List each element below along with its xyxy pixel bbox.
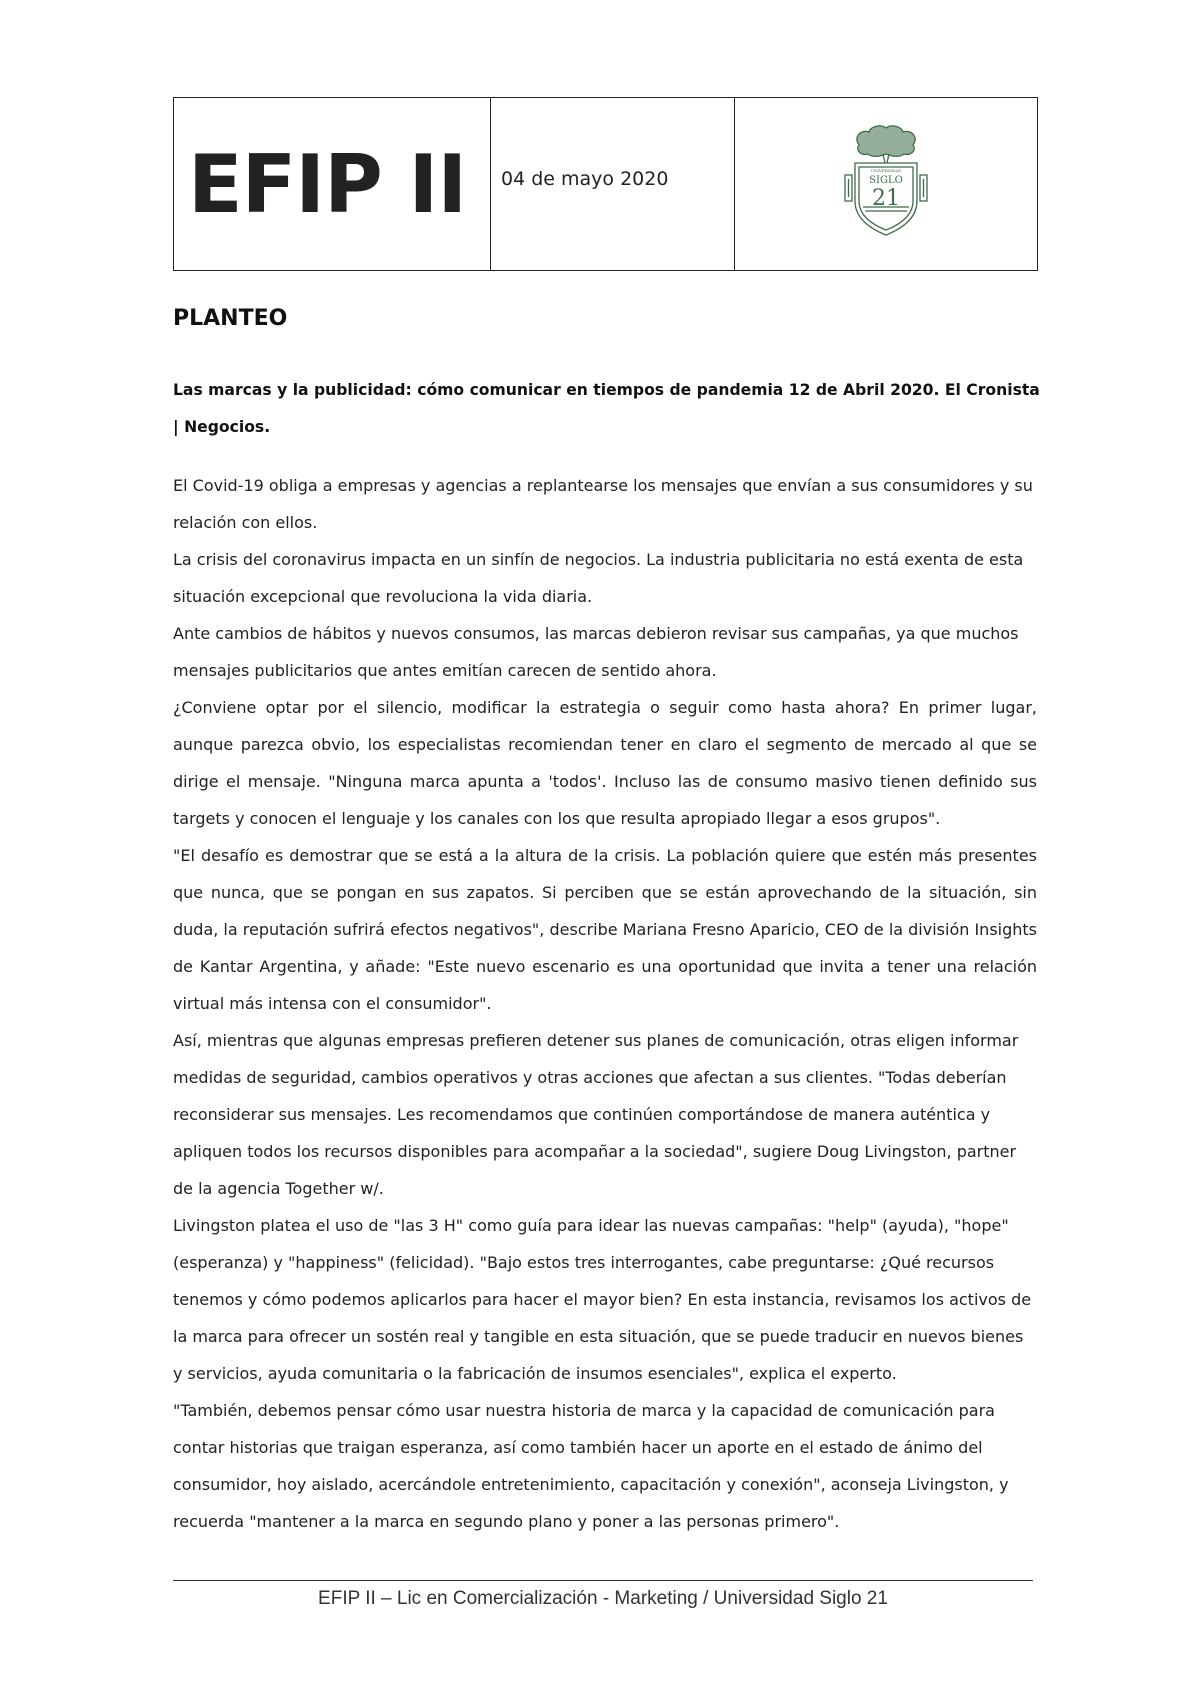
article-body — [173, 467, 1037, 1540]
document-date: 04 de mayo 2020 — [501, 168, 669, 190]
paragraph: Así, mientras que algunas empresas prefieren detener sus planes de comunicación, otras eligen informar medidas de seguridad, cambios operativos y otras acciones que afectan a sus clientes. "Todas deberían reconsiderar sus mensajes. Les recomendamos que continúen comportándose de manera auténtica y apliquen todos los recursos disponibles para acompañar a la sociedad", sugiere Doug Livingston, partner de la agencia Together w/. — [173, 1031, 1019, 1198]
article-title: Las marcas y la publicidad: cómo comunicar en tiempos de pandemia 12 de Abril 2020. El Cronista | Negocios. — [173, 381, 1040, 436]
paragraph: El Covid-19 obliga a empresas y agencias a replantearse los mensajes que envían a sus consumidores y su relación con ellos. — [173, 476, 1033, 532]
logo-number: 21 — [872, 186, 900, 211]
header-table — [173, 97, 1038, 271]
paragraph: "El desafío es demostrar que se está a la altura de la crisis. La población quiere que estén más presentes que nunca, que se pongan en sus zapatos. Si perciben que se están aprovechando de la situación, sin duda, la reputación sufrirá efectos negativos", describe Mariana Fresno Aparicio, CEO de la división Insights de Kantar Argentina, y añade: "Este nuevo escenario es una oportunidad que invita a tener una relación virtual más intensa con el consumidor". — [173, 846, 1038, 1013]
header-title-cell — [174, 98, 491, 270]
logo-name: SIGLO — [869, 175, 903, 186]
header-date-cell — [491, 98, 735, 270]
paragraph: La crisis del coronavirus impacta en un sinfín de negocios. La industria publicitaria no está exenta de esta situación excepcional que revoluciona la vida diaria. — [173, 550, 1024, 606]
section-heading: PLANTEO — [173, 306, 288, 331]
header-logo-cell — [735, 98, 1037, 270]
page-footer: EFIP II – Lic en Comercialización - Marketing / Universidad Siglo 21 — [318, 1588, 888, 1609]
paragraph: Livingston platea el uso de "las 3 H" como guía para idear las nuevas campañas: "help" (ayuda), "hope" (esperanza) y "happiness" (felicidad). "Bajo estos tres interrogantes, cabe preguntarse: ¿Qué recursos tenemos y cómo podemos aplicarlos para hacer el mayor bien? En esta instancia, revisamos los activos de la marca para ofrecer un sostén real y tangible en esta situación, que se puede traducir en nuevos bienes y servicios, ayuda comunitaria o la fabricación de insumos esenciales", explica el experto. — [173, 1216, 1032, 1383]
logo-top-text: UNIVERSIDAD — [870, 168, 902, 173]
footer-divider — [173, 1580, 1033, 1581]
paragraph: "También, debemos pensar cómo usar nuestra historia de marca y la capacidad de comunicación para contar historias que traigan esperanza, así como también hacer un aporte en el estado de ánimo del consumidor, hoy aislado, acercándole entretenimiento, capacitación y conexión", aconseja Livingston, y recuerda "mantener a la marca en segundo plano y poner a las personas primero". — [173, 1401, 1009, 1531]
paragraph: ¿Conviene optar por el silencio, modificar la estrategia o seguir como hasta ahora? En primer lugar, aunque parezca obvio, los especialistas recomiendan tener en claro el segmento de mercado al que se dirige el mensaje. "Ninguna marca apunta a 'todos'. Incluso las de consumo masivo tienen definido sus targets y conocen el lenguaje y los canales con los que resulta apropiado llegar a esos grupos". — [173, 698, 1037, 828]
university-logo — [841, 123, 931, 241]
paragraph: Ante cambios de hábitos y nuevos consumos, las marcas debieron revisar sus campañas, ya que muchos mensajes publicitarios que antes emitían carecen de sentido ahora. — [173, 624, 1019, 680]
document-title: EFIP II — [188, 137, 467, 231]
